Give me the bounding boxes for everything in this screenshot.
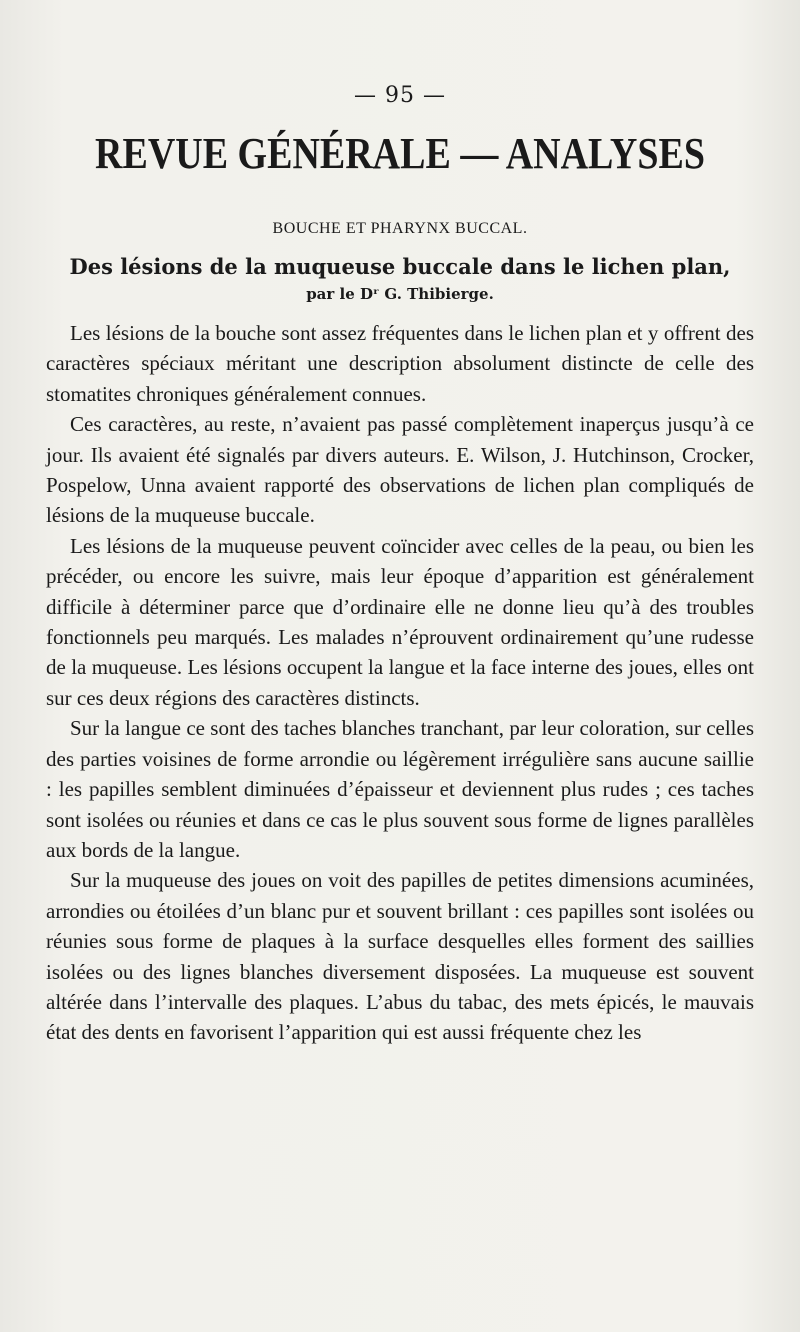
paragraph: Les lésions de la muqueuse peuvent coïncider avec celles de la peau, ou bien les précéder, ou encore les suivre, mais leur époque d’apparition est généralement difficile à déterminer parce que d’ordinaire elle ne donne lieu qu’à des troubles fonctionnels peu marqués. Les malades n’éprouvent ordinairement qu’une rudesse de la muqueuse. Les lésions occupent la langue et la face interne des joues, elles ont sur ces deux régions des caractères distincts. bbox=[46, 533, 754, 710]
article-title: Des lésions de la muqueuse buccale dans le lichen plan, bbox=[69, 254, 731, 279]
subsection-title: BOUCHE ET PHARYNX BUCCAL. bbox=[272, 220, 528, 237]
article-body bbox=[46, 318, 754, 1048]
paragraph: Sur la langue ce sont des taches blanches tranchant, par leur coloration, sur celles des parties voisines de forme arrondie ou légèrement irrégulière sans aucune saillie : les papilles semblent diminuées d’épaisseur et deviennent plus rudes ; ces taches sont isolées ou réunies et dans ce cas le plus souvent sous forme de lignes parallèles aux bords de la langue. bbox=[46, 716, 754, 862]
author-line: par le Dʳ G. Thibierge. bbox=[306, 285, 494, 303]
paragraph: Ces caractères, au reste, n’avaient pas passé complètement inaperçus jusqu’à ce jour. Ils avaient été signalés par divers auteurs. E. Wilson, J. Hutchinson, Crocker, Pospelow, Unna avaient rapporté des observations de lichen plan compliqués de lésions de la muqueuse buccale. bbox=[46, 412, 754, 528]
paragraph: Sur la muqueuse des joues on voit des papilles de petites dimensions acuminées, arrondies ou étoilées d’un blanc pur et souvent brillant : ces papilles sont isolées ou réunies sous forme de plaques à la surface desquelles elles forment des saillies isolées ou des lignes blanches diversement disposées. La muqueuse est souvent altérée dans l’intervalle des plaques. L’abus du tabac, des mets épicés, le mauvais état des dents en favorisent l’apparition qui est aussi fréquente chez les bbox=[46, 868, 754, 1045]
page-number: — 95 — bbox=[354, 83, 446, 108]
paragraph: Les lésions de la bouche sont assez fréquentes dans le lichen plan et y offrent des caractères spéciaux méritant une description absolument distincte de celle des stomatites chroniques généralement connues. bbox=[46, 321, 754, 406]
section-title: REVUE GÉNÉRALE — ANALYSES bbox=[95, 129, 705, 179]
